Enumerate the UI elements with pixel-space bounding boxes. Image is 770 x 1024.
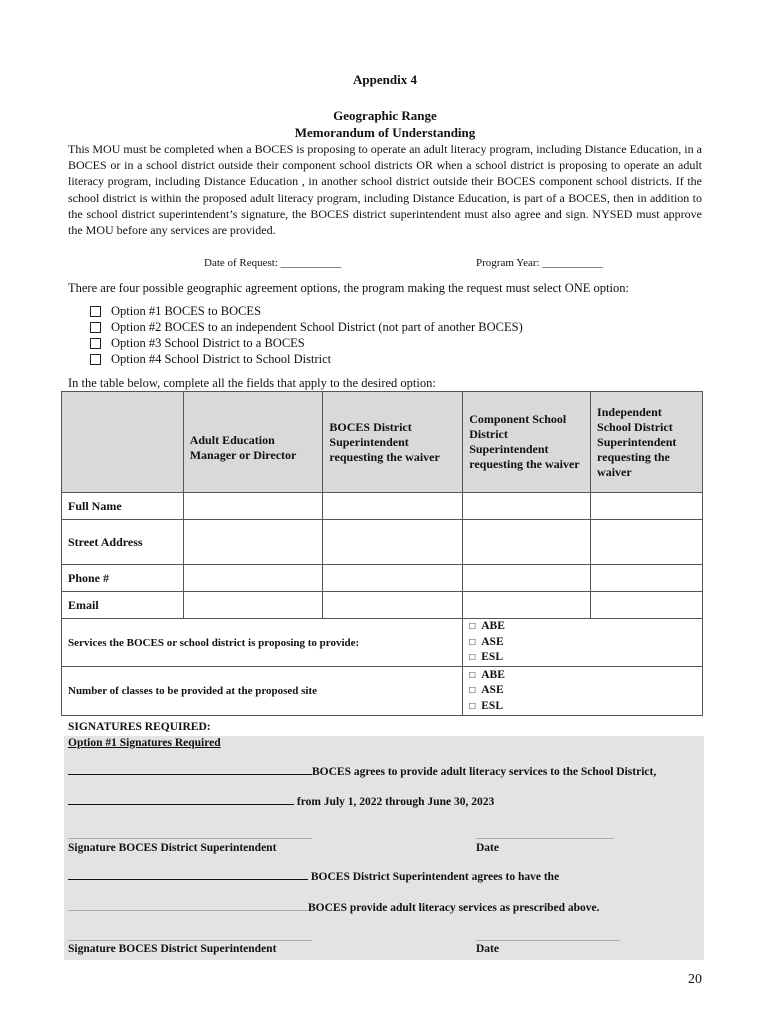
checkbox[interactable]: [90, 322, 101, 333]
row-label: Street Address: [62, 520, 184, 565]
class-abe[interactable]: □ ABE: [469, 668, 696, 684]
signature-line[interactable]: [68, 838, 312, 839]
program-year: Program Year: ___________: [476, 257, 603, 269]
classes-label: Number of classes to be provided at the proposed site: [62, 667, 463, 716]
boces-provide-text: BOCES provide adult literacy services as prescribed above.: [308, 902, 600, 914]
option-2[interactable]: [90, 320, 523, 335]
option-label: Option #4 School District to School District: [111, 352, 332, 366]
superintendent-agrees-line: [68, 871, 559, 883]
input-cell[interactable]: [323, 565, 463, 592]
date-label: Date: [476, 842, 499, 854]
input-cell[interactable]: [183, 592, 323, 619]
option-label: Option #3 School District to a BOCES: [111, 336, 305, 350]
input-cell[interactable]: [463, 592, 591, 619]
input-cell[interactable]: [591, 493, 703, 520]
header-cell: Adult Education Manager or Director: [183, 392, 323, 493]
services-row: [62, 619, 703, 667]
class-ase[interactable]: □ ASE: [469, 683, 696, 699]
blank-line[interactable]: [68, 804, 294, 805]
row-label: Phone #: [62, 565, 184, 592]
input-cell[interactable]: [323, 592, 463, 619]
table-header-row: [62, 392, 703, 493]
boces-agrees-line: [68, 766, 656, 778]
signature-label-2: Signature BOCES District Superintendent: [68, 943, 277, 955]
row-label: Full Name: [62, 493, 184, 520]
option1-signatures-label: Option #1 Signatures Required: [68, 737, 221, 749]
options-lead-text: There are four possible geographic agreement options, the program making the request must select ONE option:: [68, 281, 629, 295]
input-cell[interactable]: [323, 520, 463, 565]
row-label: Email: [62, 592, 184, 619]
option-label: Option #1 BOCES to BOCES: [111, 304, 262, 318]
header-cell: BOCES District Superintendent requesting the waiver: [323, 392, 463, 493]
blank-line[interactable]: [68, 879, 308, 880]
checkbox[interactable]: [90, 338, 101, 349]
signatures-required-label: SIGNATURES REQUIRED:: [68, 721, 211, 733]
date-label-2: Date: [476, 943, 499, 955]
page-title-line1: Geographic Range: [333, 108, 437, 123]
input-cell[interactable]: [591, 592, 703, 619]
service-abe[interactable]: □ ABE: [469, 619, 696, 635]
superintendent-agrees-text: BOCES District Superintendent agrees to have the: [308, 871, 560, 883]
date-range-text: from July 1, 2022 through June 30, 2023: [294, 796, 495, 808]
table-row: [62, 520, 703, 565]
service-esl[interactable]: □ ESL: [469, 650, 696, 666]
option-4[interactable]: [90, 352, 331, 367]
page-number: 20: [688, 972, 702, 987]
input-cell[interactable]: [183, 493, 323, 520]
intro-paragraph: This MOU must be completed when a BOCES is proposing to operate an adult literacy program, including Distance Education, in a BOCES or in a school district outside their component school districts OR when a school district is proposing to operate an adult literacy program, including Distance Education , in another school district outside their BOCES component school districts. If the school district is within the proposed adult literacy program, including Distance Education, is part of a BOCES, then in addition to the school district superintendent’s signature, the BOCES district superintendent must also agree and sign. NYSED must approve the MOU before any services are provided.: [68, 142, 702, 238]
blank-line[interactable]: [68, 910, 308, 911]
signature-line-2[interactable]: [68, 940, 312, 941]
header-cell-empty: [62, 392, 184, 493]
checkbox[interactable]: [90, 354, 101, 365]
input-cell[interactable]: [323, 493, 463, 520]
option-label: Option #2 BOCES to an independent School District (not part of another BOCES): [111, 320, 523, 334]
input-cell[interactable]: [463, 493, 591, 520]
signature-section: [64, 736, 704, 960]
classes-row: [62, 667, 703, 716]
option-1[interactable]: [90, 304, 261, 319]
header-cell: Component School District Superintendent requesting the waiver: [463, 392, 591, 493]
table-row: [62, 592, 703, 619]
table-lead-text: In the table below, complete all the fields that apply to the desired option:: [68, 376, 436, 390]
input-cell[interactable]: [183, 565, 323, 592]
class-esl[interactable]: □ ESL: [469, 699, 696, 715]
checkbox[interactable]: [90, 306, 101, 317]
date-line-2[interactable]: [476, 940, 620, 941]
blank-line[interactable]: [68, 774, 312, 775]
appendix-title: Appendix 4: [353, 72, 417, 87]
classes-options: [463, 667, 703, 716]
input-cell[interactable]: [591, 520, 703, 565]
date-of-request: Date of Request: ___________: [204, 257, 342, 269]
boces-provide-line: [68, 902, 600, 914]
services-label: Services the BOCES or school district is proposing to provide:: [62, 619, 463, 667]
input-cell[interactable]: [183, 520, 323, 565]
table-row: [62, 565, 703, 592]
date-range-line: [68, 796, 494, 808]
service-ase[interactable]: □ ASE: [469, 635, 696, 651]
date-line[interactable]: [476, 838, 614, 839]
boces-agrees-text: BOCES agrees to provide adult literacy services to the School District,: [312, 766, 657, 778]
table-row: [62, 493, 703, 520]
input-cell[interactable]: [591, 565, 703, 592]
mou-table: [61, 391, 703, 716]
header-cell: Independent School District Superintendent requesting the waiver: [591, 392, 703, 493]
signature-label: Signature BOCES District Superintendent: [68, 842, 277, 854]
page-title-line2: Memorandum of Understanding: [294, 125, 476, 140]
input-cell[interactable]: [463, 520, 591, 565]
input-cell[interactable]: [463, 565, 591, 592]
services-options: [463, 619, 703, 667]
option-3[interactable]: [90, 336, 305, 351]
